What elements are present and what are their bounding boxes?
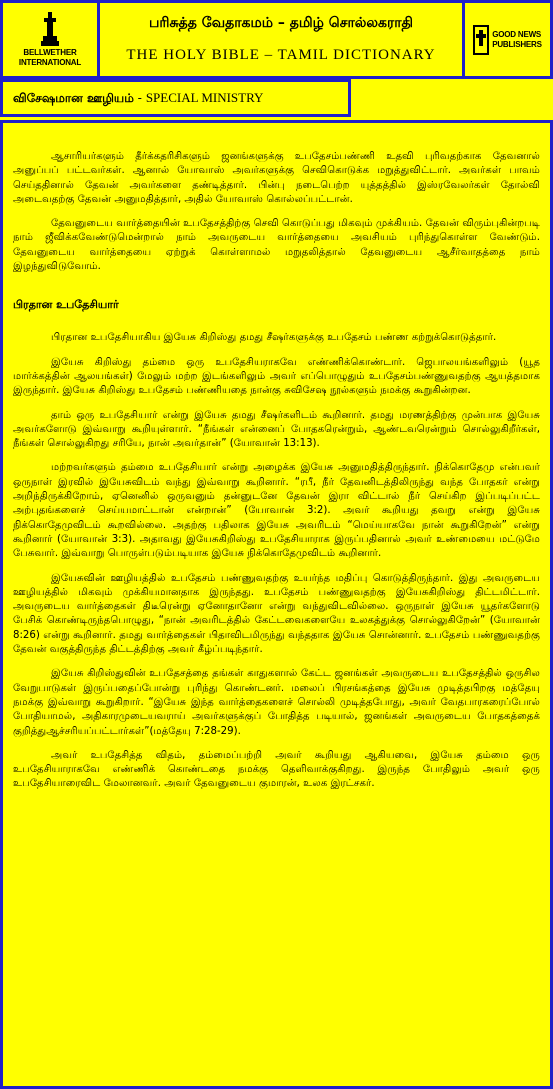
logo-line-1: GOOD NEWS: [492, 29, 542, 39]
bellwether-logo-text: [19, 48, 81, 68]
book-lamp-icon: [41, 12, 59, 48]
section-title-sep: -: [133, 91, 146, 105]
section-title-english: SPECIAL MINISTRY: [145, 90, 264, 105]
title-english: THE HOLY BIBLE – TAMIL DICTIONARY: [126, 47, 436, 63]
paragraph: அவர் உபதேசித்த விதம், தம்மைப்பற்றி அவர் கூறியது ஆகியவை, இயேசு தம்மை ஒரு உபதேசியாராகவே எண்ணிக் கொண்டதை நமக்கு தெளிவாக்குகிறது. இருந்த போதிலும் அவர் ஒரு உபதேசியாரைவிட மேலானவர். அவர் தேவனுடைய குமாரன், உலக இரட்சகர்.: [13, 749, 540, 790]
section-title-box: [0, 79, 351, 117]
goodnews-logo-text: [492, 30, 542, 50]
title-tamil: பரிசுத்த வேதாகமம் – தமிழ் சொல்லகராதி: [149, 15, 413, 31]
logo-line-2: INTERNATIONAL: [18, 57, 82, 67]
paragraph: தாம் ஒரு உபதேசியார் என்று இயேசு தமது சீஷர்களிடம் கூறினார். தமது மரணத்திற்கு முன்பாக இயேசு அவர்களோடு இவ்வாறு கூறியுள்ளார். “நீங்கள் என்னைப் போதகரென்றும், ஆண்டவரென்றும் சொல்லுகிறீர்கள், நீங்கள் சொல்லுகிறது சரியே, நான் அவர்தான்” (யோவான் 13:13).: [13, 409, 540, 450]
paragraph: மற்றவர்களும் தம்மை உபதேசியார் என்று அழைக்க இயேசு அனுமதித்திருந்தார். நிக்கொதேமு என்பவர் ஒருநாள் இரவில் இயேசுவிடம் வந்து இவ்வாறு கூறினார். “ரபீ, நீர் தேவனிடத்திலிருந்து வந்த போதகர் என்று அறிந்திருக்கிறோம், ஏனெனில் ஒருவனும் தன்னுடனே தேவன் இரா விட்டால் நீர் செய்கிற இப்படிப்பட்ட அற்புதங்களைச் செய்யமாட்டான் என்றான்” (யோவான் 3:2). அவர் கூறியது தவறு என்று இயேசு நிக்கொதேமுவிடம் கூறவில்லை. அதற்கு பதிலாக இயேசு அவரிடம் “மெய்யாகவே நான் கூறுகிறேன்” என்று கூறினார் (யோவான் 3:3). அதாவது இயேசுகிறிஸ்து உபதேசியாராக இருப்பதினால் அவர் உண்மையை மட்டுமே பேசுவார். இவ்வாறு பொருள்படும்படியாக இயேசு நிக்கொதேமுவிடம் கூறினார்.: [13, 462, 540, 560]
section-title-tamil: விசேஷமான ஊழியம்: [13, 91, 134, 105]
paragraph: இயேசுவின் ஊழியத்தில் உபதேசம் பண்ணுவதற்கு உயர்ந்த மதிப்பு கொடுத்திருந்தார். இது அவருடைய ஊழியத்தில் மிகவும் முக்கியமானதாக இருந்தது. உபதேசம் பண்ணுவதற்கு இயேசுகிறிஸ்து திட்டமிட்டார். அவருடைய வார்த்தைகள் திடீரென்று ஏனோதானோ என்று வந்துவிடவில்லை. ஒருநாள் இயேசு யூதர்களோடு பேசிக் கொண்டிருந்தபொழுது, “நான் அவரிடத்தில் கேட்டவைகளையே உலகத்துக்கு சொல்லுகிறேன்” (யோவான் 8:26) என்று கூறினார். தமது வார்த்தைகள் பிதாவிடமிருந்து வந்ததாக இயேசு சொன்னார். உபதேசம் பண்ணுவதற்கு தேவன் வகுத்திருந்த திட்டத்திற்கு அவர் கீழ்ப்படிந்தார்.: [13, 572, 540, 656]
paragraph: இயேசு கிறிஸ்து தம்மை ஒரு உபதேசியராகவே எண்ணிக்கொண்டார். ஜெபாலயங்களிலும் (யூத மார்க்கத்தின் ஆலயங்கள்) மேலும் மற்ற இடங்களிலும் அவர் எப்பொழுதும் உபதேசம்பண்ணுவதற்கு ஆயத்தமாக இருந்தார். இயேசு கிறிஸ்து உபதேசம் பண்ணியதை நான்கு சுவிசேஷ நூல்களும் நமக்கு கூறுகின்றன.: [13, 356, 540, 397]
subheading: பிரதான உபதேசியார்: [13, 298, 119, 312]
bible-book-icon: [473, 22, 489, 58]
content-body: [13, 150, 540, 802]
bellwether-logo-box: [0, 0, 100, 79]
section-title: [3, 89, 263, 107]
logo-line-1: BELLWETHER: [23, 47, 77, 57]
paragraph: ஆசாரியர்களும் தீர்க்கதரிசிகளும் ஜனங்களுக்கு உபதேசம்பண்ணி உதவி புரிவதற்காக தேவனால் அனுப்பப் பட்டவர்கள். ஆனால் யோவாஸ் அவர்களுக்கு செவிகொடுக்க மறுத்துவிட்டார். அவர்கள் பாவம் செய்ததினால் தேவன் அவர்களை தண்டித்தார். பின்பு நடைபெற்ற யுத்தத்தில் இஸ்ரவேலர்கள் தோல்வி அடைவதற்கு தேவன் அனுமதித்தார், அதில் யோவாஸ் கொல்லப்பட்டான்.: [13, 151, 540, 205]
paragraph: தேவனுடைய வார்த்தையின் உபதேசத்திற்கு செவி கொடுப்பது மிகவும் முக்கியம். தேவன் விரும்புகின்றபடி நாம் ஜீவிக்கவேண்டுமென்றால் நாம் அவருடைய வார்த்தையை அவசியம் புரிந்துகொள்ள வேண்டும். தேவனுடைய வார்த்தையை ஏற்றுக் கொள்ளாமல் மறுதலித்தால் தேவனுடைய ஆசீர்வாதத்தை நாம் இழந்துவிடுவோம்.: [13, 218, 540, 273]
paragraph: இயேசு கிறிஸ்துவின் உபதேசத்தை தங்கள் காதுகளால் கேட்ட ஜனங்கள் அவருடைய உபதேசத்தில் ஒருசில வேறுபாடுகள் இருப்பதைப்போன்று புரிந்து கொண்டனர். மலைப் பிரசங்கத்தை இயேசு முடித்தபிறகு மத்தேயு நமக்கு இவ்வாறு கூறுகிறார். “இயேசு இந்த வார்த்தைகளைச் சொல்லி முடித்தபோது, அவர் வேதபாரகரைப்போல் போதியாமல், அதிகாரமுடையவராய் அவர்களுக்குப் போதித்த படியால், ஜனங்கள் அவருடைய போதகத்தைக் குறித்துஆச்சரியப்பட்டார்கள்”(மத்தேயு 7:28-29).: [13, 668, 540, 737]
goodnews-logo-box: [462, 0, 553, 79]
logo-line-2: PUBLISHERS: [492, 39, 542, 49]
paragraph: பிரதான உபதேசியாகிய இயேசு கிறிஸ்து தமது சீஷர்களுக்கு உபதேசம் பண்ண கற்றுக்கொடுத்தார்.: [51, 332, 497, 344]
title-box: [97, 0, 465, 79]
